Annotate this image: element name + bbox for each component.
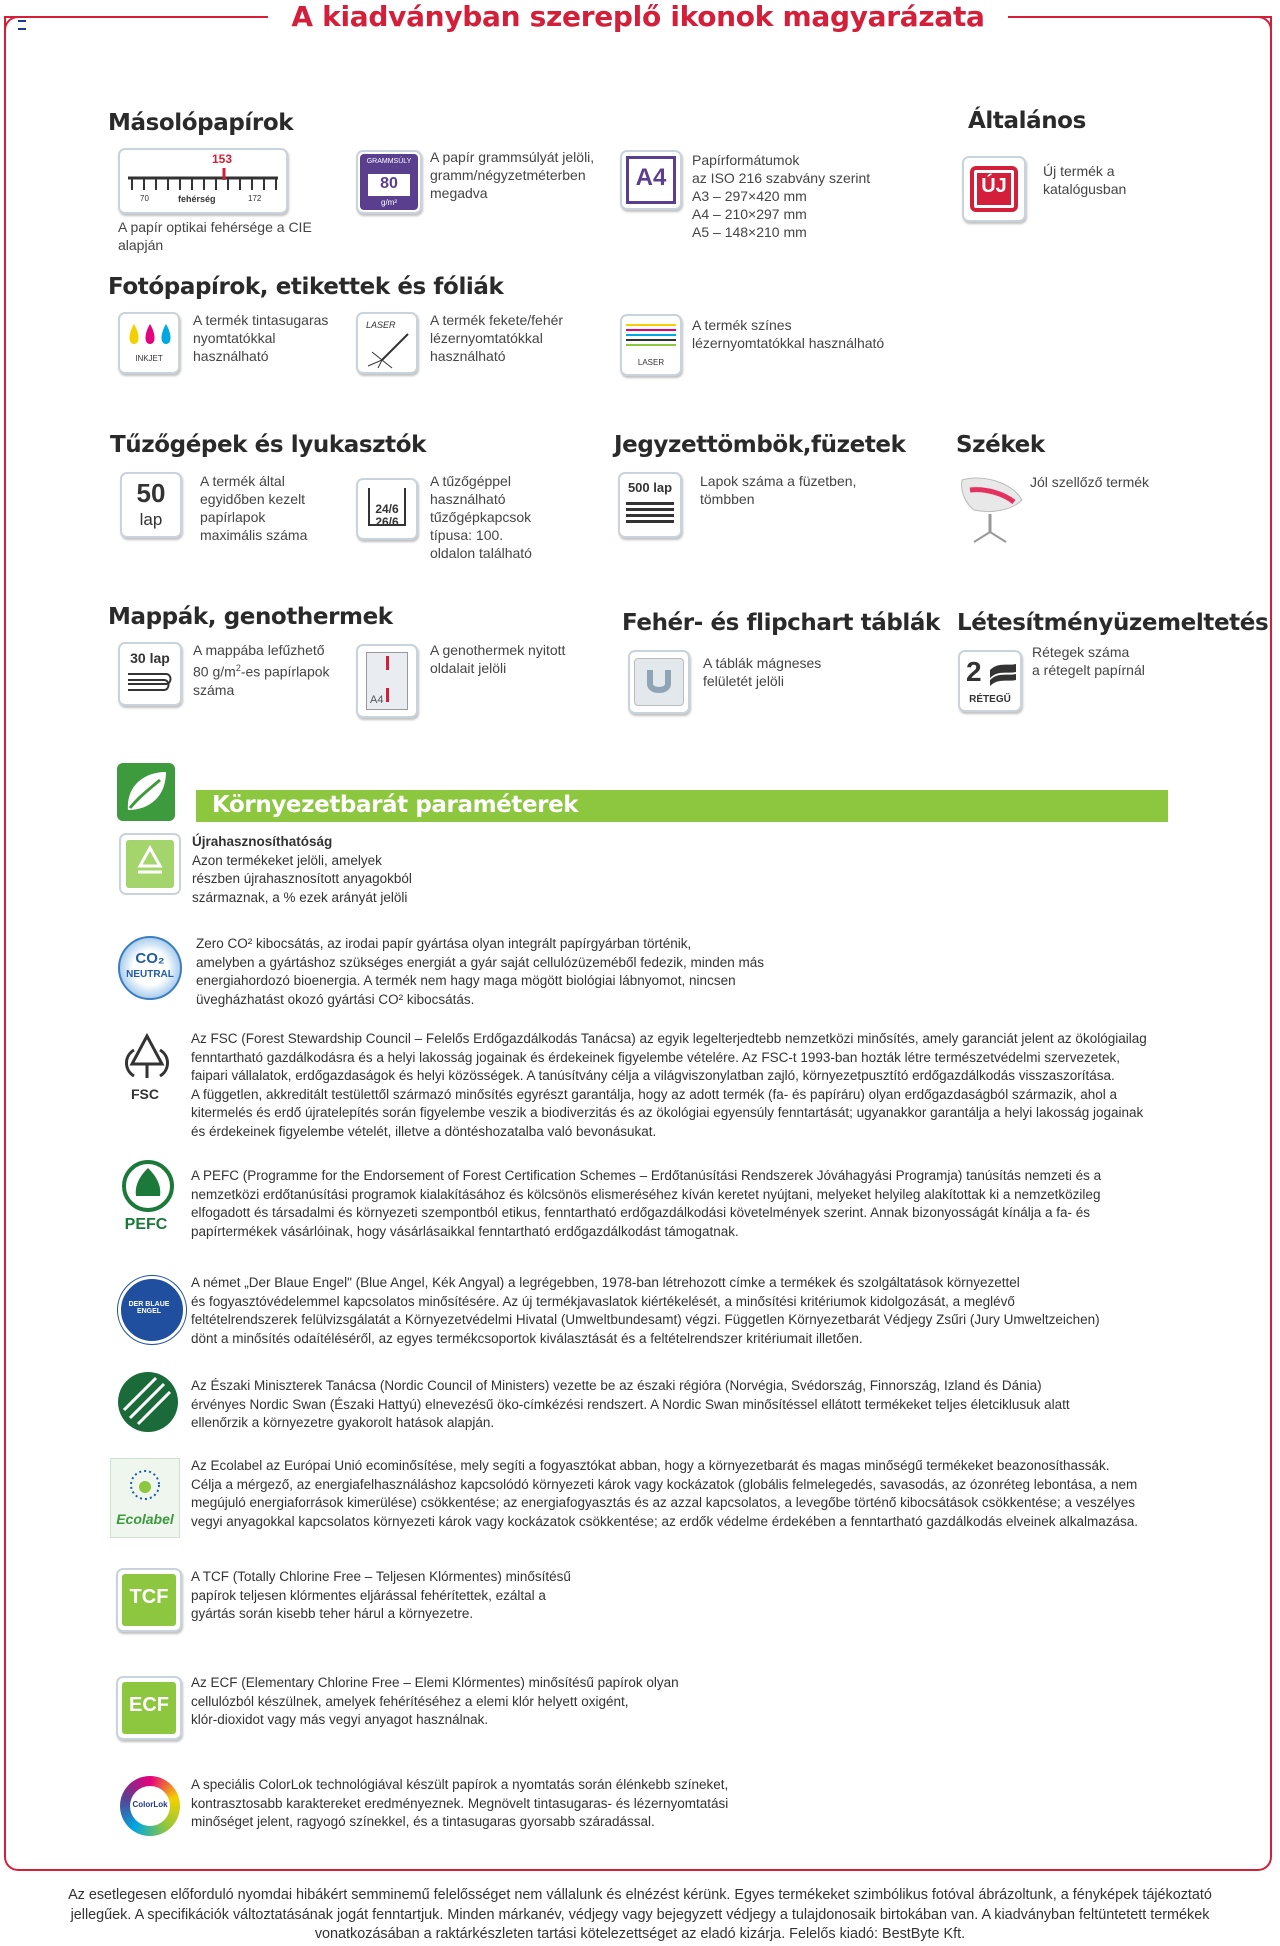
laser-bw-desc: A termék fekete/fehér lézernyomtatókkal használható — [430, 312, 564, 364]
whiteness-label: fehérség — [178, 194, 216, 204]
recycle-icon — [118, 832, 184, 898]
folder-capacity-desc: A mappába lefűzhető 80 $g/m^2-es$ papírlapok száma — [193, 642, 330, 698]
sheet-count-icon: 50 lap — [120, 472, 182, 538]
page-count-desc: Lapok száma a füzetben, tömbben — [700, 473, 857, 507]
whiteness-icon — [118, 148, 288, 214]
co2-text: Zero CO² kibocsátás, az irodai papír gyártása olyan integrált papírgyárban történik, amelyben a gyártáshoz szükséges energiát a gyár saját cellulózüzeméből fedezik, minden más energiahordozó bioenergia. A termék nem hagy maga mögött biológiai lábnyomot, nincsen üvegházhatást okozó gyártási CO² kibocsátás. — [196, 936, 765, 1007]
inkjet-icon: INKJET — [118, 312, 180, 374]
eco-leaf-icon — [116, 762, 178, 824]
ventilated-chair-desc: Jól szellőző termék — [1030, 474, 1150, 490]
section-title-masolopapirok: Másolópapírok — [108, 110, 294, 136]
section-title-letesitmeny: Létesítményüzemeltetés — [957, 610, 1269, 636]
staple-type-desc: A tűzőgéppel használható tűzőgépkapcsok típusa: 100. oldalon található — [430, 473, 532, 561]
ecolabel-text: Az Ecolabel az Európai Unió ecominősítése, mely segíti a fogyasztókat abban, hogy a környezetbarát és magas minőségű termékeket beazonosíthassák. Célja a mérgező, az energiafelhasználáshoz kapcsolódó környezeti károk vagy kockázatok (globális felmelegedés, savasodás, az ózonréteg lebontása, a nem megújuló energiaforrások kimerülése) csökkentése; az energiafogyasztás és az azzal kapcsolatos, a levegőbe történő kibocsátások csökkentése; a veszélyes vegyi anyagokkal kapcsolatos környezeti károk vagy kockázatok csökkentése; az erdők védelme érdekében a fenntartható gazdálkodás elveinek alkalmazása. — [191, 1458, 1139, 1529]
co2-neutral-logo: CO₂ NEUTRAL — [118, 936, 182, 1000]
page-title: A kiadványban szereplő ikonok magyarázata — [291, 0, 985, 33]
blue-angel-logo: DER BLAUE ENGEL — [118, 1276, 186, 1344]
footer-disclaimer: Az esetlegesen előforduló nyomdai hibákért semminemű felelősséget nem vállalunk és elnézést kérünk. Egyes termékeket szimbólikus fotóval ábrázoltunk, a fényképek tájékoztató jellegűek. A specifikációk változtatásának jogát fenntartjuk. Minden márkanév, védjegy vagy bejegyzett védjegy a tulajdonosaik birtokában van. A kiadványban feltüntetett termékek vonatkozásában a raktárkészleten tartási kötelezettséget az eladó kizárja. Felelős kiadó: BestByte Kft. — [68, 1887, 1212, 1942]
pefc-text: A PEFC (Programme for the Endorsement of Forest Certification Schemes – Erdőtanúsítási Rendszerek Jóváhagyási Programja) tanúsítás nemzeti és a nemzetközi erdőtanúsítási programok kialakításához és kölcsönös elismeréséhez kíván keretet nyújtani, melyeket helyileg alakítottak ki a nemzetközileg elfogadott és társadalmi és környezeti szempontból etikus, fenntartható erdőgazdálkodási követelmények szerint. Annak bizonyosságát kínálja a fa- és papírtermékek vásárlóinak, hogy vásárlásaikkal fenntartható erdőgazdálkodást támogatnak. — [191, 1168, 1102, 1239]
section-title-tuzogepek: Tűzőgépek és lyukasztók — [110, 432, 427, 458]
grammage-icon: GRAMMSÚLY 80 g/m² — [356, 150, 422, 214]
recycle-text: Újrahasznosíthatóság Azon termékeket jelöli, amelyek részben újrahasznosított anyagokból származnak, a % ezek arányát jelöli — [192, 834, 412, 905]
laser-color-desc: A termék színes lézernyomtatókkal használható — [692, 317, 885, 351]
colorlok-logo: ColorLok — [120, 1776, 180, 1836]
laser-bw-icon: LASER — [356, 312, 418, 374]
whiteness-value: 153 — [212, 152, 233, 166]
nordic-swan-logo — [116, 1370, 180, 1434]
magnetic-board-desc: A táblák mágneses felületét jelöli — [703, 655, 822, 689]
layer-count-icon: 2 RÉTEGŰ — [958, 650, 1022, 712]
inkjet-desc: A termék tintasugaras nyomtatókkal használható — [193, 312, 329, 364]
ventilated-chair-icon — [952, 470, 1028, 546]
new-product-desc: Új termék a katalógusban — [1043, 163, 1127, 197]
section-title-altalanos: Általános — [968, 108, 1086, 134]
staple-type-icon: 24/6 26/6 — [356, 478, 418, 540]
ecolabel-logo: Ecolabel — [110, 1458, 180, 1538]
magnetic-board-icon — [628, 650, 690, 714]
laser-color-icon: LASER — [620, 314, 682, 376]
colorlok-text: A speciális ColorLok technológiával készült papírok a nyomtatás során élénkebb színeket, kontrasztosabb karaktereket eredményeznek. Megnövelt tintasugaras- és lézernyomtatási minőséget jelent, ragyogó színekkel, és a tintasugaras gyorsabb száradással. — [191, 1777, 729, 1830]
fsc-logo: FSC — [114, 1030, 180, 1122]
menu-icon[interactable] — [18, 20, 26, 30]
nordic-swan-text: Az Északi Miniszterek Tanácsa (Nordic Council of Ministers) vezette be az északi régióra (Norvégia, Svédország, Finnország, Izland és Dánia) érvényes Nordic Swan (Északi Hattyú) elnevezésű öko-címkézési rendszert. A Nordic Swan minősítéssel ellátott termékeket teljes életciklusuk alatt ellenőrzik a környezetre gyakorolt hatások alapján. — [191, 1378, 1070, 1431]
pefc-logo: PEFC — [116, 1160, 180, 1250]
eco-section-title: Környezetbarát paraméterek — [212, 792, 579, 818]
whiteness-max: 172 — [248, 194, 262, 203]
new-product-icon: ÚJ — [962, 156, 1026, 222]
ecf-icon: ECF — [116, 1676, 182, 1740]
ecf-text: Az ECF (Elementary Chlorine Free – Elemi Klórmentes) minősítésű papírok olyan cellulózból készülnek, amelyek fehérítéséhez a elemi klór helyett oxigént, klór-dioxidot vagy más vegyi anyagot használnak. — [191, 1675, 679, 1728]
section-title-fotopapirok: Fotópapírok, etikettek és fóliák — [108, 274, 504, 300]
blue-angel-text: A német „Der Blaue Engel" (Blue Angel, Kék Angyal) a legrégebben, 1978-ban létrehozott címke a termékek és szolgáltatások környezettel és fogyasztóvédelemmel kapcsolatos minősítésére. Az új termékjavaslatok kiértékelését, a minősítési kritériumok kidolgozását, a meglévő feltételrendszerek felülvizsgálatát a Környezetvédelmi Hivatal (Umweltbundesamt) végzi. Független Környezetbarát Védjegy Zsűri (Jury Umweltzeichen) dönt a minősítés odaítéléséről, az egyes termékcsoportok kiválasztását és a feltételrendszer kritériumait illetően. — [191, 1275, 1100, 1346]
section-title-szekek: Székek — [956, 432, 1045, 458]
whiteness-min: 70 — [140, 194, 149, 203]
tcf-icon: TCF — [116, 1568, 182, 1632]
section-title-tablak: Fehér- és flipchart táblák — [622, 610, 940, 636]
genotherm-desc: A genothermek nyitott oldalait jelöli — [430, 642, 566, 676]
sheet-count-desc: A termék által egyidőben kezelt papírlapok maximális száma — [200, 473, 308, 543]
a4-format-icon: A4 — [620, 150, 682, 210]
section-title-jegyzettombok: Jegyzettömbök,füzetek — [614, 432, 906, 458]
whiteness-desc: A papír optikai fehérsége a CIE alapján — [118, 219, 312, 253]
genotherm-icon: A4 — [356, 644, 418, 718]
fsc-text: Az FSC (Forest Stewardship Council – Felelős Erdőgazdálkodás Tanácsa) az egyik legelterjedtebb nemzetközi minősítés, amely garanciát jelent az ökológiailag fenntartható gazdálkodásra és a helyi lakosság jogainak és érdekeinek figyelembe vételére. Az FSC-t 1993-ban hozták létre természetvédelmi szervezetek, faipari vállalatok, erdőgazdaságok és helyi közösségek. A tanúsítvány célja a világviszonylatban zajló, környezetpusztító erdőgazdálkodás visszaszorítása. A független, akkreditált testülettől származó minősítés egyrészt garantálja, hogy az adott termék (fa- és papíráru) olyan erdőgazdaságból származik, ahol a kitermelés és erdő újratelepítés során figyelembe veszik a biodiverzitás és az ökológiai egyensúly fenntartását; ugyanakkor garantálja a helyi lakosság jogainak és érdekeinek figyelembe vételét, illetve a döntéshozatalba való bevonásukat. — [191, 1031, 1147, 1139]
tcf-text: A TCF (Totally Chlorine Free – Teljesen Klórmentes) minősítésű papírok teljesen klórmentes eljárással fehérítettek, ezáltal a gyártás során kisebb teher hárul a környezetre. — [191, 1569, 571, 1622]
layer-count-desc: Rétegek száma a rétegelt papírnál — [1032, 644, 1145, 678]
a4-format-desc: Papírformátumok az ISO 216 szabvány szerint A3 – 297×420 mm A4 – 210×297 mm A5 – 148×210 mm — [692, 152, 871, 240]
grammage-desc: A papír grammsúlyát jelöli, gramm/négyzetméterben megadva — [430, 149, 595, 201]
folder-capacity-icon: 30 lap — [118, 642, 182, 706]
page-count-icon: 500 lap — [618, 472, 682, 538]
section-title-mappak: Mappák, genothermek — [108, 604, 393, 630]
